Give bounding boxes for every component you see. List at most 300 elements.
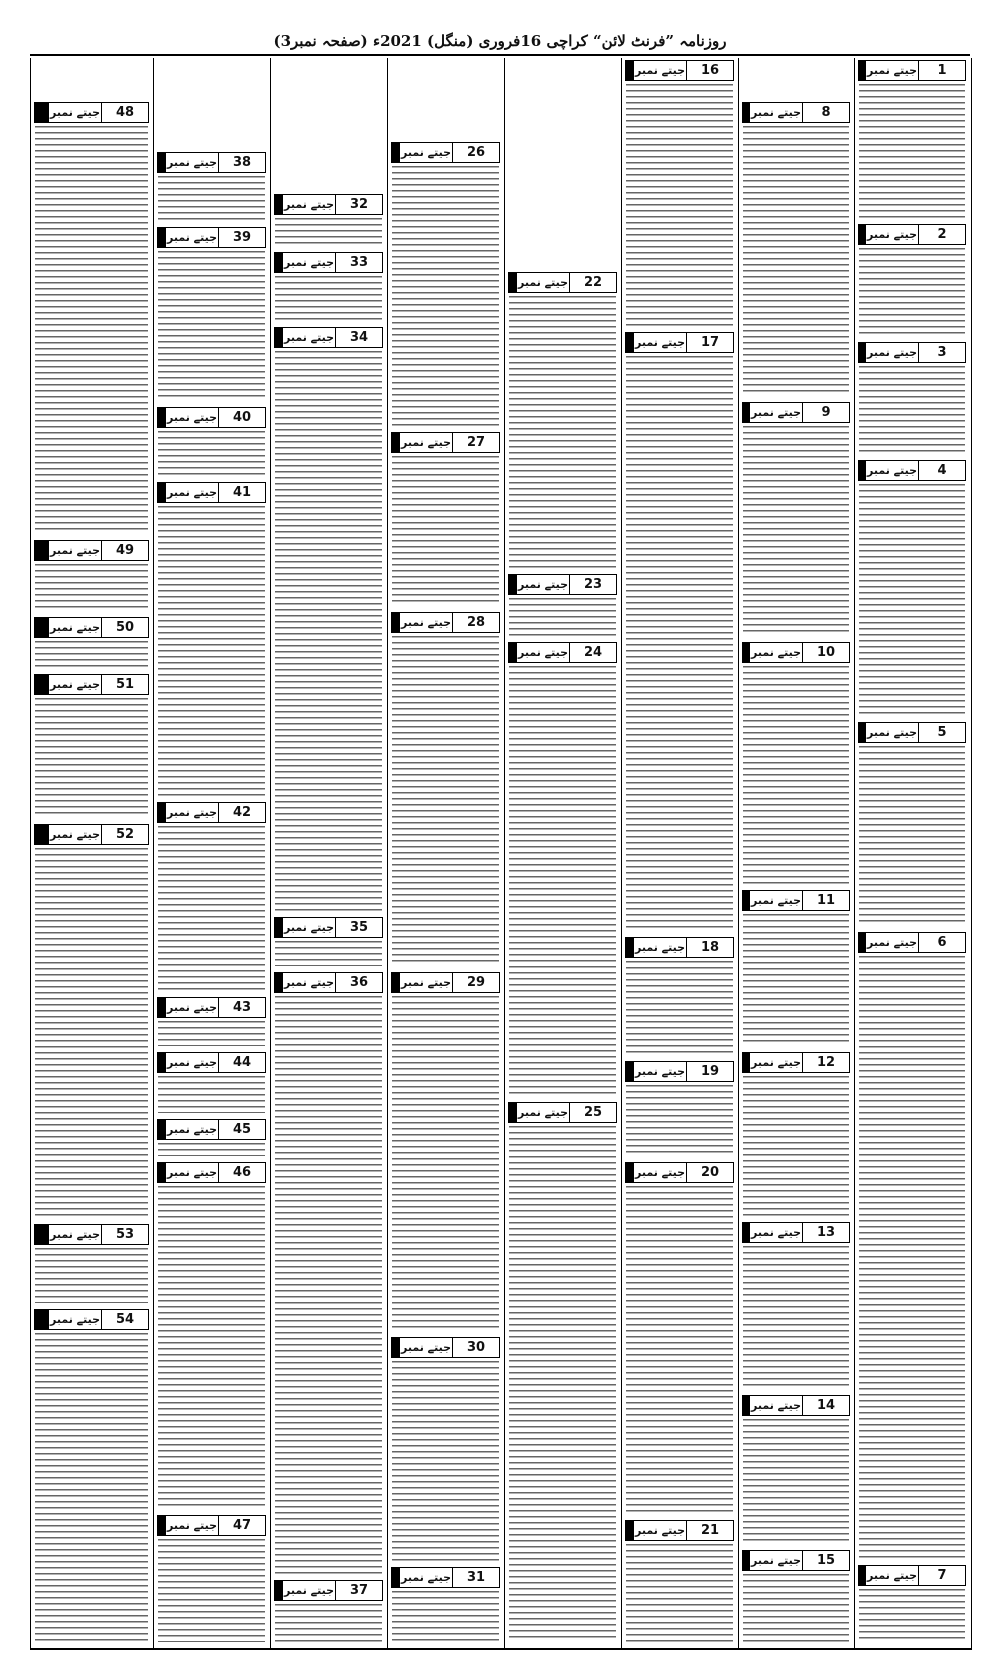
box-number: 46 [218,1163,265,1182]
box-header [625,1520,734,1541]
winner-box [387,1567,504,1644]
box-label: جیتے نمبر [282,918,335,937]
box-label: جیتے نمبر [865,723,918,742]
box-number: 19 [686,1062,733,1081]
winner-box [854,60,970,220]
box-header [157,997,266,1018]
box-label: جیتے نمبر [749,891,802,910]
winner-box [504,1102,621,1644]
winner-box [738,890,854,1048]
box-label: جیتے نمبر [165,1163,218,1182]
box-label: جیتے نمبر [749,403,802,422]
header-bar [35,618,48,637]
article-text-block [859,84,965,218]
article-text-block [392,166,499,426]
article-text-block [158,1143,265,1156]
box-number: 47 [218,1516,265,1535]
winner-box [504,574,621,638]
box-label: جیتے نمبر [865,461,918,480]
box-number: 31 [452,1568,499,1587]
box-header [858,722,966,743]
box-header [858,224,966,245]
header-bar [158,1053,165,1072]
box-number: 50 [101,618,148,637]
box-label: جیتے نمبر [865,1566,918,1585]
winner-box [30,1309,153,1644]
box-header [274,327,383,348]
box-header [274,252,383,273]
masthead [30,28,970,56]
box-label: جیتے نمبر [399,973,452,992]
box-number: 12 [802,1053,849,1072]
box-header [858,342,966,363]
article-text-block [35,641,148,668]
winner-box [153,1162,270,1511]
box-header [508,642,617,663]
box-header [274,972,383,993]
header-bar [35,1225,48,1244]
article-text-block [743,1419,849,1544]
box-header [625,60,734,81]
winner-box [153,227,270,403]
box-header [858,1565,966,1586]
box-header [157,152,266,173]
box-number: 30 [452,1338,499,1357]
box-label: جیتے نمبر [633,1521,686,1540]
box-header [34,102,149,123]
box-label: جیتے نمبر [633,938,686,957]
article-text-block [743,126,849,396]
winner-box [30,1224,153,1305]
box-number: 36 [335,973,382,992]
article-text-block [392,996,499,1331]
box-label: جیتے نمبر [48,675,101,694]
box-header [742,402,850,423]
article-text-block [158,506,265,796]
winner-box [738,102,854,398]
box-label: جیتے نمبر [165,1120,218,1139]
box-number: 8 [802,103,849,122]
box-label: جیتے نمبر [749,1053,802,1072]
article-text-block [275,941,382,966]
header-bar [275,1581,282,1600]
box-label: جیتے نمبر [633,61,686,80]
article-text-block [743,1246,849,1389]
winner-box [30,824,153,1220]
box-header [858,932,966,953]
box-number: 48 [101,103,148,122]
winner-box [738,1395,854,1546]
box-label: جیتے نمبر [749,1396,802,1415]
header-bar [158,483,165,502]
box-label: جیتے نمبر [399,433,452,452]
box-label: جیتے نمبر [48,618,101,637]
box-header [742,102,850,123]
box-number: 3 [918,343,965,362]
article-text-block [859,484,965,716]
header-bar [158,998,165,1017]
winner-box [153,802,270,993]
winner-box [30,674,153,820]
box-label: جیتے نمبر [165,1053,218,1072]
box-label: جیتے نمبر [516,643,569,662]
box-label: جیتے نمبر [865,933,918,952]
box-header [391,142,500,163]
header-bar [626,333,633,352]
header-bar [392,143,399,162]
article-text-block [626,1186,733,1514]
winner-box [738,1052,854,1218]
winner-box [738,642,854,886]
box-header [742,1550,850,1571]
header-bar [626,1062,633,1081]
box-header [391,612,500,633]
header-bar [392,1338,399,1357]
box-label: جیتے نمبر [399,143,452,162]
winner-box [621,1162,738,1516]
box-number: 34 [335,328,382,347]
article-text-block [509,1126,616,1642]
header-bar [35,541,48,560]
box-label: جیتے نمبر [165,408,218,427]
header-bar [35,103,48,122]
box-header [34,674,149,695]
box-number: 54 [101,1310,148,1329]
box-label: جیتے نمبر [749,1551,802,1570]
box-header [508,574,617,595]
winner-box [153,407,270,478]
header-bar [626,1163,633,1182]
box-header [742,1222,850,1243]
header-bar [158,408,165,427]
header-bar [626,938,633,957]
header-bar [392,613,399,632]
header-bar [35,1310,48,1329]
article-text-block [158,1076,265,1113]
box-label: جیتے نمبر [749,643,802,662]
article-text-block [158,176,265,221]
box-header [274,917,383,938]
article-text-block [626,1544,733,1642]
winner-box [270,972,387,1576]
article-text-block [743,1076,849,1216]
box-number: 49 [101,541,148,560]
box-header [157,482,266,503]
box-number: 2 [918,225,965,244]
box-number: 29 [452,973,499,992]
winner-box [153,1052,270,1115]
box-header [157,1052,266,1073]
box-label: جیتے نمبر [633,333,686,352]
winner-box [621,1520,738,1644]
box-header [274,194,383,215]
box-number: 18 [686,938,733,957]
box-number: 24 [569,643,616,662]
box-header [508,272,617,293]
box-label: جیتے نمبر [282,253,335,272]
article-text-block [509,598,616,636]
winner-box [504,272,621,570]
box-number: 15 [802,1551,849,1570]
box-header [625,1162,734,1183]
header-bar [158,153,165,172]
winner-box [270,194,387,248]
article-text-block [743,426,849,636]
article-text-block [158,431,265,476]
box-header [625,1061,734,1082]
box-label: جیتے نمبر [165,803,218,822]
box-number: 16 [686,61,733,80]
box-header [391,432,500,453]
box-number: 41 [218,483,265,502]
box-number: 6 [918,933,965,952]
article-text-block [275,276,382,321]
header-bar [158,803,165,822]
header-bar [158,1163,165,1182]
box-label: جیتے نمبر [399,613,452,632]
header-bar [509,273,516,292]
box-label: جیتے نمبر [516,1103,569,1122]
winner-box [387,432,504,608]
box-number: 27 [452,433,499,452]
box-header [391,1337,500,1358]
article-text-block [859,248,965,336]
winner-box [738,402,854,638]
box-label: جیتے نمبر [48,103,101,122]
article-text-block [859,956,965,1559]
winner-box [621,60,738,328]
box-number: 32 [335,195,382,214]
box-header [34,824,149,845]
box-header [157,407,266,428]
box-label: جیتے نمبر [48,825,101,844]
box-header [742,642,850,663]
winner-box [854,342,970,456]
box-label: جیتے نمبر [865,225,918,244]
header-bar [392,973,399,992]
box-label: جیتے نمبر [865,61,918,80]
article-text-block [158,1186,265,1509]
article-text-block [35,848,148,1218]
box-header [274,1580,383,1601]
box-label: جیتے نمبر [633,1062,686,1081]
box-number: 10 [802,643,849,662]
header-bar [158,228,165,247]
header-bar [35,675,48,694]
box-header [742,1395,850,1416]
box-number: 20 [686,1163,733,1182]
box-header [157,1162,266,1183]
winner-box [854,460,970,718]
winner-box [854,722,970,928]
box-header [157,802,266,823]
article-text-block [859,746,965,926]
box-label: جیتے نمبر [165,1516,218,1535]
winner-box [621,1061,738,1158]
box-number: 51 [101,675,148,694]
header-bar [158,1120,165,1139]
header-bar [275,918,282,937]
winner-box [153,1119,270,1158]
box-label: جیتے نمبر [282,1581,335,1600]
article-text-block [392,636,499,966]
box-number: 25 [569,1103,616,1122]
winner-box [270,917,387,968]
box-label: جیتے نمبر [165,153,218,172]
article-text-block [392,1591,499,1642]
box-header [157,227,266,248]
box-header [625,937,734,958]
winner-box [153,997,270,1048]
winner-box [621,937,738,1057]
article-text-block [392,1361,499,1561]
article-text-block [626,356,733,931]
article-text-block [392,456,499,606]
box-number: 40 [218,408,265,427]
box-number: 5 [918,723,965,742]
article-text-block [35,1248,148,1303]
winner-box [30,540,153,613]
header-bar [392,433,399,452]
winner-box [738,1222,854,1391]
box-number: 1 [918,61,965,80]
box-number: 4 [918,461,965,480]
header-bar [392,1568,399,1587]
box-header [858,460,966,481]
winner-box [153,152,270,223]
box-label: جیتے نمبر [48,541,101,560]
article-text-block [509,666,616,1096]
box-header [391,972,500,993]
box-header [742,1052,850,1073]
box-label: جیتے نمبر [282,973,335,992]
box-number: 17 [686,333,733,352]
winner-box [854,932,970,1561]
article-text-block [35,698,148,818]
box-number: 43 [218,998,265,1017]
header-bar [509,1103,516,1122]
box-number: 23 [569,575,616,594]
box-label: جیتے نمبر [165,483,218,502]
box-number: 53 [101,1225,148,1244]
box-header [742,890,850,911]
box-label: جیتے نمبر [48,1225,101,1244]
box-label: جیتے نمبر [516,575,569,594]
box-header [508,1102,617,1123]
header-bar [275,195,282,214]
winner-box [387,142,504,428]
article-text-block [626,961,733,1055]
box-label: جیتے نمبر [516,273,569,292]
winner-box [270,1580,387,1644]
box-number: 28 [452,613,499,632]
winner-box [854,1565,970,1644]
winner-box [30,102,153,536]
box-number: 44 [218,1053,265,1072]
winner-box [854,224,970,338]
box-number: 22 [569,273,616,292]
header-bar [509,575,516,594]
header-bar [509,643,516,662]
winner-box [153,482,270,798]
box-label: جیتے نمبر [749,103,802,122]
article-text-block [743,1574,849,1642]
article-text-block [35,126,148,534]
winner-box [504,642,621,1098]
box-number: 13 [802,1223,849,1242]
box-number: 33 [335,253,382,272]
box-label: جیتے نمبر [399,1568,452,1587]
box-header [34,1224,149,1245]
article-text-block [158,251,265,401]
article-text-block [35,1333,148,1642]
article-text-block [158,1539,265,1642]
box-number: 42 [218,803,265,822]
box-header [157,1119,266,1140]
box-label: جیتے نمبر [633,1163,686,1182]
box-number: 45 [218,1120,265,1139]
article-text-block [626,84,733,326]
box-number: 11 [802,891,849,910]
box-number: 38 [218,153,265,172]
article-text-block [509,296,616,568]
box-label: جیتے نمبر [282,328,335,347]
winner-box [738,1550,854,1644]
box-number: 14 [802,1396,849,1415]
box-header [34,540,149,561]
winner-box [270,327,387,913]
box-number: 26 [452,143,499,162]
box-label: جیتے نمبر [399,1338,452,1357]
header-bar [275,973,282,992]
winner-box [153,1515,270,1644]
box-header [34,617,149,638]
winner-box [270,252,387,323]
box-label: جیتے نمبر [282,195,335,214]
box-header [34,1309,149,1330]
article-text-block [275,1604,382,1642]
winner-box [387,1337,504,1563]
article-text-block [275,218,382,246]
masthead-title: روزنامہ ”فرنٹ لائن“ کراچی 16فروری (منگل) 2021ء (صفحہ نمبر3) [273,32,727,50]
box-number: 7 [918,1566,965,1585]
box-number: 39 [218,228,265,247]
winner-box [387,972,504,1333]
article-text-block [158,826,265,991]
box-label: جیتے نمبر [165,228,218,247]
box-number: 21 [686,1521,733,1540]
header-bar [35,825,48,844]
box-label: جیتے نمبر [48,1310,101,1329]
box-header [391,1567,500,1588]
winner-box [387,612,504,968]
box-header [858,60,966,81]
box-label: جیتے نمبر [749,1223,802,1242]
article-text-block [275,996,382,1574]
article-text-block [743,666,849,884]
winner-box [30,617,153,670]
header-bar [626,1521,633,1540]
article-text-block [275,351,382,911]
article-text-block [743,914,849,1046]
article-text-block [859,366,965,454]
box-number: 9 [802,403,849,422]
header-bar [158,1516,165,1535]
box-number: 37 [335,1581,382,1600]
article-text-block [158,1021,265,1046]
header-bar [275,253,282,272]
article-text-block [35,564,148,611]
